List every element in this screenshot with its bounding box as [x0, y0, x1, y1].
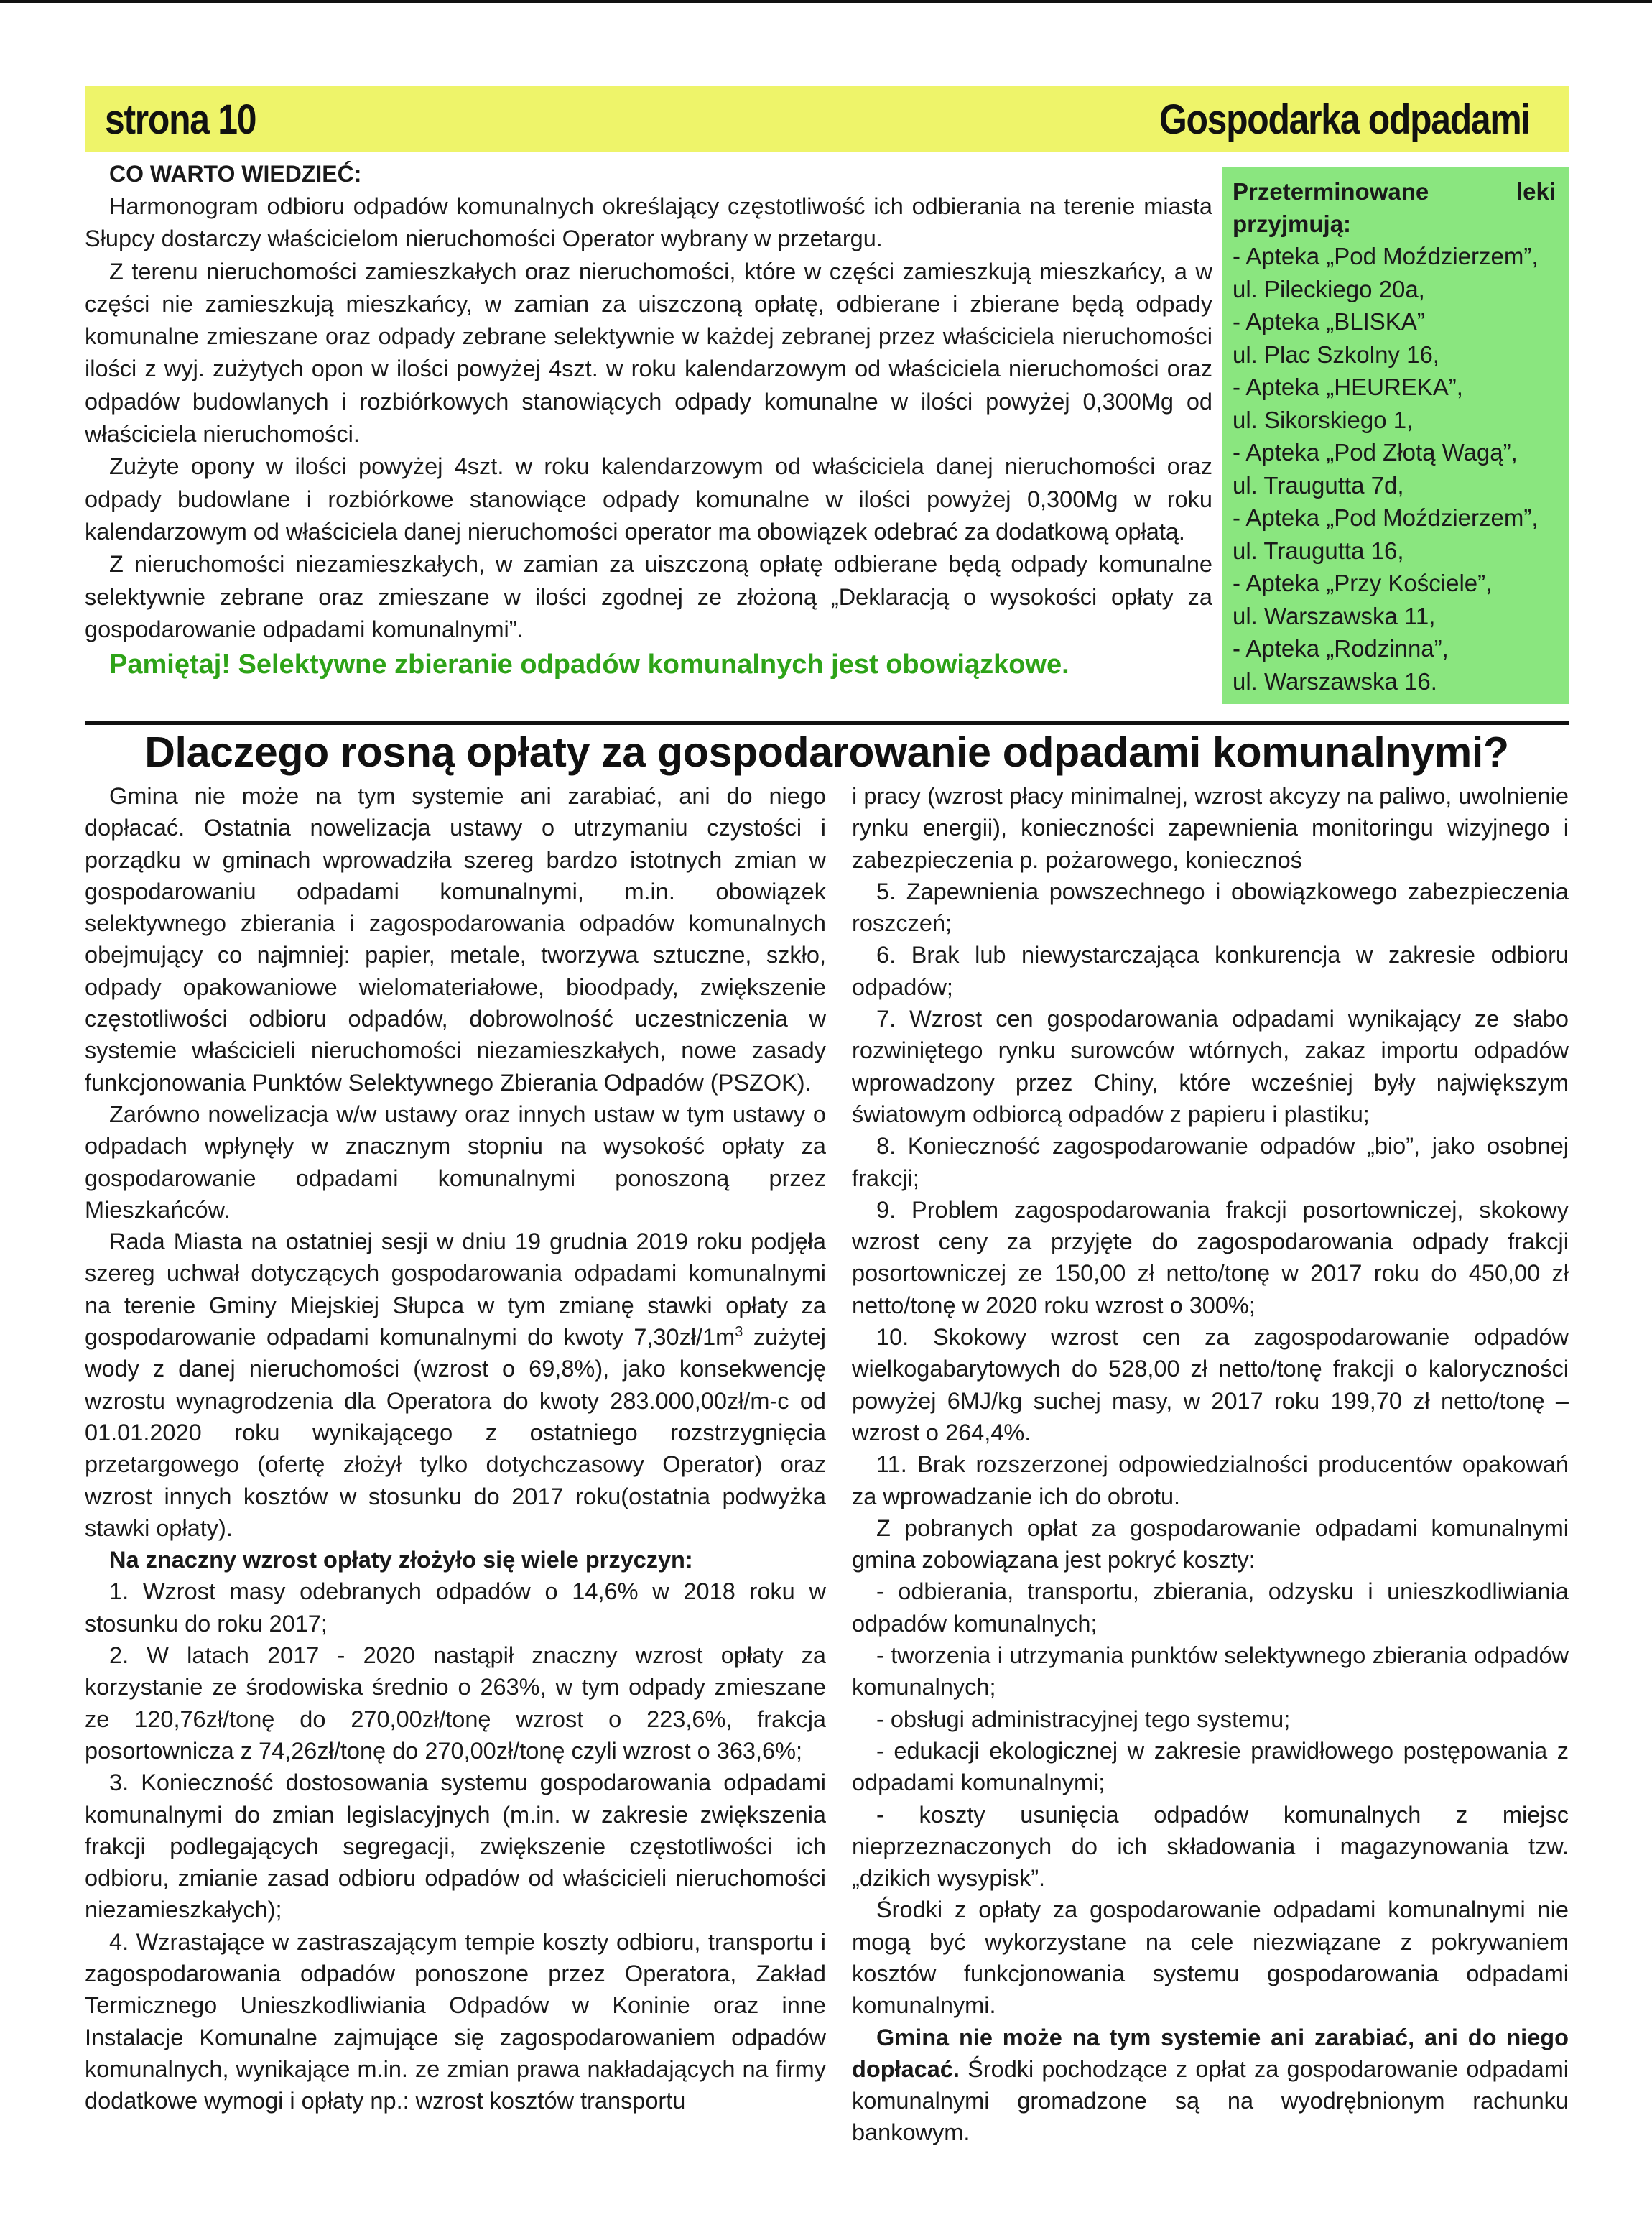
- reason-item: 5. Zapewnienia powszechnego i obowiązkowego zabezpieczenia roszczeń;: [852, 878, 1569, 937]
- sidebar-subtitle: przyjmują:: [1233, 210, 1352, 237]
- reasons-heading: Na znaczny wzrost opłaty złożyło się wiele przyczyn:: [109, 1547, 693, 1573]
- section-title: Gospodarka odpadami: [1159, 96, 1530, 143]
- page-number-label: strona 10: [105, 96, 256, 143]
- pharmacy-line: ul. Pileckiego 20a,: [1233, 275, 1425, 302]
- cost-item: - obsługi administracyjnej tego systemu;: [876, 1706, 1291, 1732]
- pharmacy-line: ul. Warszawska 16.: [1233, 667, 1437, 695]
- cost-item: - edukacji ekologicznej w zakresie prawidłowego postępowania z odpadami komunalnymi;: [852, 1737, 1569, 1796]
- article-left-column: [85, 780, 826, 2116]
- reminder-note: Pamiętaj! Selektywne zbieranie odpadów komunalnych jest obowiązkowe.: [109, 649, 1069, 680]
- costs-intro: Z pobranych opłat za gospodarowanie odpadami komunalnymi gmina zobowiązana jest pokryć koszty:: [852, 1514, 1569, 1573]
- intro-paragraph: Z terenu nieruchomości zamieszkałych oraz nieruchomości, które w części zamieszkują mieszkańcy, a w części nie zamieszkują mieszkańcy, w zamian za uiszczoną opłatę, odbierane i zbierane będą odpady komunalne zmieszane oraz odpady zebrane selektywnie w każdej zebranej przez właściciela nieruchomości ilości z wyj. zużytych opon w ilości powyżej 4szt. w roku kalendarzowym od właściciela nieruchomości oraz odpadów budowlanych i rozbiórkowych stanowiących odpady komunalne w ilości powyżej 0,300Mg od właściciela nieruchomości.: [85, 258, 1212, 448]
- pharmacy-line: ul. Warszawska 11,: [1233, 602, 1436, 629]
- page-header: [85, 86, 1569, 152]
- intro-paragraph: Z nieruchomości niezamieszkałych, w zamian za uiszczoną opłatę odbierane będą odpady komunalne selektywnie zebrane oraz zmieszane w ilości zgodnej ze złożoną „Deklaracją o wysokości opłaty za gospodarowanie odpadami komunalnymi”.: [85, 551, 1212, 642]
- pharmacy-line: - Apteka „Pod Złotą Wagą”,: [1233, 439, 1518, 466]
- reason-item: 7. Wzrost cen gospodarowania odpadami wynikający ze słabo rozwiniętego rynku surowców wtórnych, zakaz importu odpadów wprowadzony przez Chiny, które wcześniej były największym światowym odbiorcą odpadów z papieru i plastiku;: [852, 1006, 1569, 1127]
- reason-item: 11. Brak rozszerzonej odpowiedzialności producentów opakowań za wprowadzanie ich do obrotu.: [852, 1451, 1569, 1509]
- reason-item: 10. Skokowy wzrost cen za zagospodarowanie odpadów wielkogabarytowych do 528,00 zł netto/tonę frakcji o kaloryczności powyżej 6MJ/kg suchej masy, w 2017 roku 199,70 zł netto/tonę – wzrost o 264,4%.: [852, 1324, 1569, 1445]
- reason-item: 4. Wzrastające w zastraszającym tempie koszty odbioru, transportu i zagospodarowania odpadów ponoszone przez Operatora, Zakład Termicznego Unieszkodliwiania Odpadów w Koninie oraz inne Instalacje Komunalne zajmujące się zagospodarowaniem odpadów komunalnych, wynikające m.in. ze zmian prawa nakładających na firmy dodatkowe wymogi i opłaty np.: wzrost kosztów transportu: [85, 1928, 826, 2114]
- pharmacy-line: - Apteka „Pod Moździerzem”,: [1233, 243, 1539, 269]
- section-divider: [85, 721, 1569, 725]
- intro-section: [85, 158, 1212, 682]
- funds-paragraph: Środki z opłaty za gospodarowanie odpadami komunalnymi nie mogą być wykorzystane na cele niezwiązane z pokrywaniem kosztów funkcjonowania systemu gospodarowania odpadami komunalnymi.: [852, 1897, 1569, 2019]
- article-paragraph: Rada Miasta na ostatniej sesji w dniu 19 grudnia 2019 roku podjęła szereg uchwał dotyczących gospodarowania odpadami komunalnymi na terenie Gminy Miejskiej Słupca w tym zmianę stawki opłaty za gospodarowanie odpadami komunalnymi do kwoty $7,30zł/1m^3$ zużytej wody z danej nieruchomości (wzrost o 69,8%), jako konsekwencję wzrostu wynagrodzenia dla Operatora do kwoty 283.000,00zł/m-c od 01.01.2020 roku wynikającego z ostatniego rozstrzygnięcia przetargowego (ofertę złożył tylko dotychczasowy Operator) oraz wzrost innych kosztów w stosunku do 2017 roku(ostatnia podwyżka stawki opłaty).: [85, 1229, 826, 1541]
- cost-item: - odbierania, transportu, zbierania, odzysku i unieszkodliwiania odpadów komunalnych;: [852, 1578, 1569, 1637]
- intro-heading: CO WARTO WIEDZIEĆ:: [109, 161, 362, 187]
- reason-item: 1. Wzrost masy odebranych odpadów o 14,6% w 2018 roku w stosunku do roku 2017;: [85, 1578, 826, 1637]
- final-paragraph: Gmina nie może na tym systemie ani zarabiać, ani do niego dopłacać. Środki pochodzące z opłat za gospodarowanie odpadami komunalnymi gromadzone są na wyodrębnionym rachunku bankowym.: [852, 2024, 1569, 2146]
- reason-item: 3. Konieczność dostosowania systemu gospodarowania odpadami komunalnymi do zmian legislacyjnych (m.in. w zakresie zwiększenia frakcji podlegających segregacji, zwiększenie częstotliwości ich odbioru, zmianie zasad odbioru odpadów od właścicieli nieruchomości niezamieszkałych);: [85, 1769, 826, 1923]
- article-headline: Dlaczego rosną opłaty za gospodarowanie odpadami komunalnymi?: [144, 728, 1509, 776]
- reason-item: 8. Konieczność zagospodarowanie odpadów „bio”, jako osobnej frakcji;: [852, 1133, 1569, 1191]
- top-border-line: [0, 0, 1652, 3]
- pharmacy-line: - Apteka „HEUREKA”,: [1233, 374, 1463, 400]
- pharmacy-line: - Apteka „Rodzinna”,: [1233, 635, 1449, 662]
- final-bold-text: Gmina nie może na tym systemie ani zarabiać, ani do niego dopłacać.: [852, 2024, 1569, 2082]
- reason-item-continued: i pracy (wzrost płacy minimalnej, wzrost akcyzy na paliwo, uwolnienie rynku energii), konieczności zapewnienia monitoringu wizyjnego i zabezpieczenia p. pożarowego, koniecznoś: [852, 783, 1569, 873]
- cost-item: - tworzenia i utrzymania punktów selektywnego zbierania odpadów komunalnych;: [852, 1642, 1569, 1701]
- reason-item: 2. W latach 2017 - 2020 nastąpił znaczny wzrost opłaty za korzystanie ze środowiska średnio o 263%, w tym odpady zmieszane ze 120,76zł/tonę do 270,00zł/tonę wzrost o 223,6%, frakcja posortownicza z 74,26zł/tonę do 270,00zł/tonę czyli wzrost o 363,6%;: [85, 1642, 826, 1764]
- pharmacy-sidebar: [1222, 167, 1569, 704]
- pharmacy-line: - Apteka „BLISKA”: [1233, 308, 1425, 335]
- cost-item: - koszty usunięcia odpadów komunalnych z miejsc nieprzeznaczonych do ich składowania i magazynowania tzw. „dzikich wysypisk”.: [852, 1801, 1569, 1892]
- intro-paragraph: Harmonogram odbioru odpadów komunalnych określający częstotliwość ich odbierania na terenie miasta Słupcy dostarczy właścicielom nieruchomości Operator wybrany w przetargu.: [85, 193, 1212, 252]
- pharmacy-line: ul. Traugutta 7d,: [1233, 471, 1404, 499]
- pharmacy-line: ul. Sikorskiego 1,: [1233, 406, 1414, 433]
- reason-item: 9. Problem zagospodarowania frakcji posortowniczej, skokowy wzrost ceny za przyjęte do zagospodarowania odpady frakcji posortowniczej ze 150,00 zł netto/tonę w 2017 roku do 450,00 zł netto/tonę w 2020 roku wzrost o 300%;: [852, 1196, 1569, 1318]
- article-paragraph: Zarówno nowelizacja w/w ustawy oraz innych ustaw w tym ustawy o odpadach wpłynęły w znacznym stopniu na wysokość opłaty za gospodarowanie odpadami komunalnymi ponoszoną przez Mieszkańców.: [85, 1101, 826, 1223]
- superscript-cubed: 3: [735, 1324, 743, 1341]
- intro-paragraph: Zużyte opony w ilości powyżej 4szt. w roku kalendarzowym od właściciela danej nieruchomości oraz odpady budowlane i rozbiórkowe stanowiące odpady komunalne w ilości powyżej 0,300Mg w roku kalendarzowym od właściciela danej nieruchomości operator ma obowiązek odebrać za dodatkową opłatą.: [85, 453, 1212, 545]
- pharmacy-line: - Apteka „Pod Moździerzem”,: [1233, 504, 1539, 531]
- article-right-column: [852, 780, 1569, 2149]
- reason-item: 6. Brak lub niewystarczająca konkurencja w zakresie odbioru odpadów;: [852, 942, 1569, 1000]
- pharmacy-line: ul. Plac Szkolny 16,: [1233, 341, 1439, 368]
- pharmacy-line: - Apteka „Przy Kościele”,: [1233, 570, 1493, 596]
- pharmacy-line: ul. Traugutta 16,: [1233, 537, 1404, 564]
- sidebar-title: Przeterminowane leki: [1233, 178, 1556, 205]
- article-paragraph: Gmina nie może na tym systemie ani zarabiać, ani do niego dopłacać. Ostatnia nowelizacja ustawy o utrzymaniu czystości i porządku w gminach wprowadziła szereg bardzo istotnych zmian w gospodarowaniu odpadami komunalnymi, m.in. obowiązek selektywnego zbierania i zagospodarowania odpadów komunalnych obejmujący co najmniej: papier, metale, tworzywa sztuczne, szkło, odpady opakowaniowe wielomateriałowe, bioodpady, zwiększenie częstotliwości odbioru odpadów, dobrowolność uczestniczenia w systemie właścicieli nieruchomości niezamieszkałych, nowe zasady funkcjonowania Punktów Selektywnego Zbierania Odpadów (PSZOK).: [85, 783, 826, 1096]
